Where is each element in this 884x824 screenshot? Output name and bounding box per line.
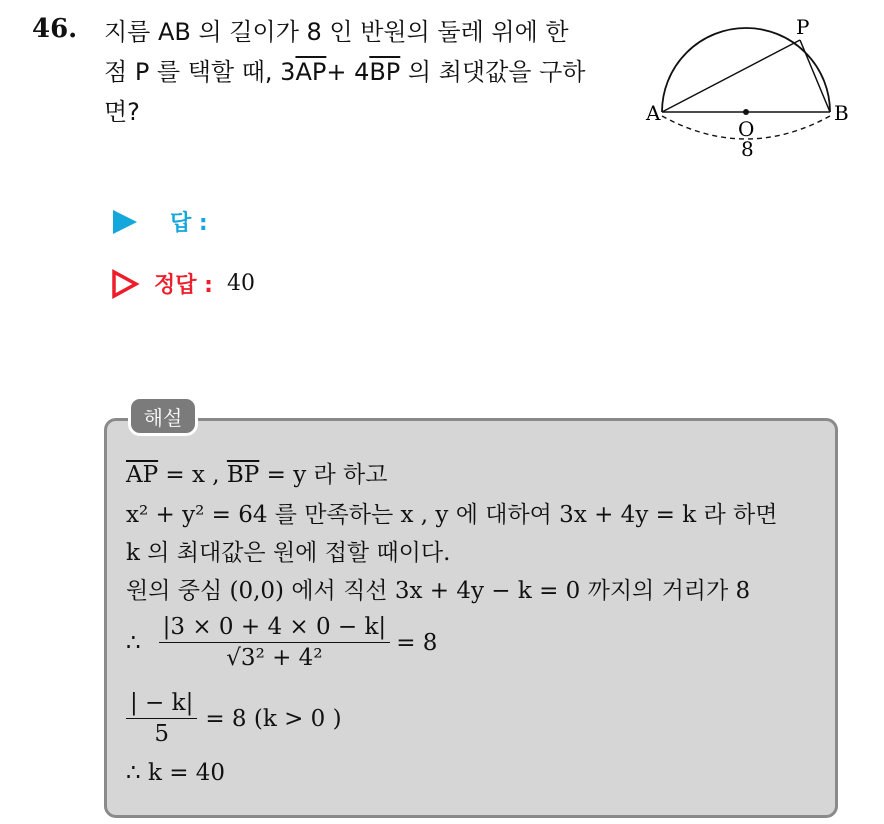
correct-answer-label: 정답 : [154,273,213,298]
abs-rhs: = 8 (k > 0 ) [205,705,342,732]
abs-fraction [126,690,197,747]
distance-denominator: √3² + 4² [226,645,323,671]
solution-line-1-post: = y 라 하고 [259,462,388,488]
semicircle-figure [640,12,860,172]
outline-arrow-icon [110,269,140,299]
therefore-symbol: ∴ [126,629,141,656]
solution-line-4: 원의 중심 (0,0) 에서 직선 3x + 4y − k = 0 까지의 거리가 8 [126,578,751,604]
chord-bp [800,40,830,112]
segment-ap: $\overline{AP}$ [295,58,327,86]
solution-final: ∴ k = 40 [126,760,226,786]
label-a: A [646,101,661,125]
correct-answer-value: 40 [226,271,255,296]
distance-rhs: = 8 [396,629,438,656]
question-line-1: 지름 AB 의 길이가 8 인 반원의 둘레 위에 한 [104,18,569,46]
abs-numerator: | − k| [126,690,197,719]
question-text [104,12,624,132]
solution-segment-bp: $\overline{BP}$ [226,462,260,488]
label-p: P [796,15,810,39]
label-o: O [738,117,755,141]
solution-line-1 [126,456,387,489]
distance-fraction [159,614,391,671]
question-number: 46. [32,14,78,44]
solution-line-2: x² + y² = 64 를 만족하는 x , y 에 대하여 3x + 4y = k 라 하면 [126,502,778,528]
solution-line-3: k 의 최대값은 원에 접할 때이다. [126,540,451,566]
question-line-2-post: 의 최댓값을 구하 [400,58,586,86]
question-line-3: 면? [104,98,140,126]
solution-tag: 해설 [128,396,198,436]
segment-bp: $\overline{BP}$ [369,58,401,86]
chord-ap [662,40,800,112]
label-b: B [834,101,849,125]
correct-answer-row [110,268,255,299]
label-length: 8 [741,137,754,161]
center-point [743,109,749,115]
question-line-2-mid: + 4 [326,58,370,86]
answer-label: 답 : [170,211,208,236]
solution-equation-1 [126,614,437,671]
solution-segment-ap: $\overline{AP}$ [126,462,159,488]
solution-equation-2 [126,690,342,747]
distance-numerator: |3 × 0 + 4 × 0 − k| [159,614,391,643]
question-line-2-pre: 점 P 를 택할 때, 3 [104,58,296,86]
answer-row [110,206,208,237]
solution-line-1-mid: = x , [158,462,227,488]
question-line-2 [104,52,624,92]
play-arrow-icon [110,207,140,237]
abs-denominator: 5 [154,721,169,747]
